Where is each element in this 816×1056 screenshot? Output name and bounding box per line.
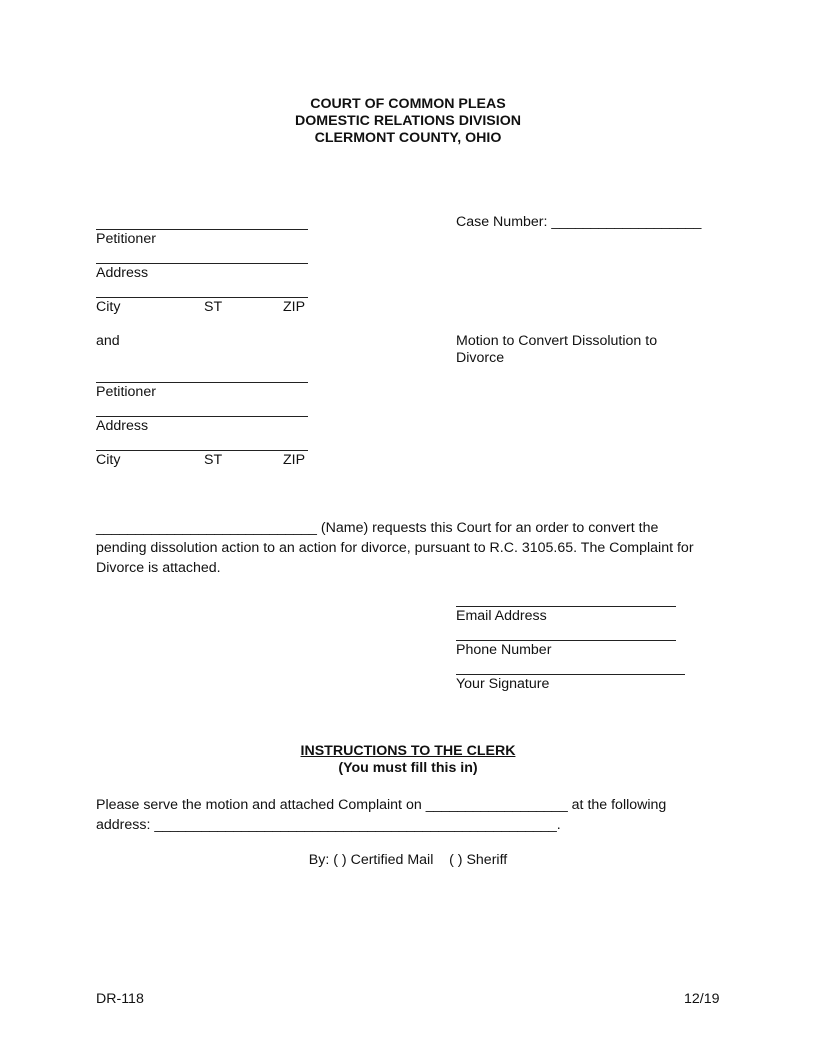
- serve-text-before: Please serve the motion and attached Complaint on: [96, 797, 422, 813]
- county-name: CLERMONT COUNTY, OHIO: [314, 130, 502, 146]
- city1-label: City: [96, 299, 121, 315]
- requester-name-field[interactable]: ____________________________: [96, 520, 317, 536]
- instructions-header: [0, 743, 816, 777]
- instructions-subtitle: (You must fill this in): [338, 760, 478, 776]
- service-paragraph: [96, 795, 726, 835]
- email-label: Email Address: [456, 608, 547, 624]
- instructions-title: INSTRUCTIONS TO THE CLERK: [300, 743, 516, 759]
- motion-title-line1: Motion to Convert Dissolution to: [456, 333, 658, 349]
- serve-party-field[interactable]: __________________: [425, 797, 568, 813]
- request-text-line1: (Name) requests this Court for an order to convert the: [320, 520, 659, 536]
- request-paragraph: [96, 518, 726, 578]
- st2-label: ST: [204, 452, 223, 468]
- phone-line[interactable]: [456, 640, 676, 641]
- motion-title: [456, 333, 657, 367]
- signature-label: Your Signature: [456, 676, 550, 692]
- service-method[interactable]: By: ( ) Certified Mail ( ) Sheriff: [308, 852, 508, 868]
- zip1-label: ZIP: [283, 299, 306, 315]
- court-name: COURT OF COMMON PLEAS: [310, 96, 506, 112]
- zip2-label: ZIP: [283, 452, 306, 468]
- court-header: [0, 96, 816, 147]
- motion-title-line2: Divorce: [456, 350, 505, 366]
- case-number-label: Case Number:: [456, 214, 548, 230]
- petitioner1-name-line[interactable]: [96, 229, 308, 230]
- address2-line[interactable]: [96, 416, 308, 417]
- address1-label: Address: [96, 265, 149, 281]
- serve-text-after: at the following: [571, 797, 667, 813]
- st1-label: ST: [204, 299, 223, 315]
- phone-label: Phone Number: [456, 642, 552, 658]
- and-label: and: [96, 333, 120, 349]
- address2-label: Address: [96, 418, 149, 434]
- petitioner2-label: Petitioner: [96, 384, 156, 400]
- petitioner2-name-line[interactable]: [96, 382, 308, 383]
- division-name: DOMESTIC RELATIONS DIVISION: [295, 113, 521, 129]
- petitioner1-label: Petitioner: [96, 231, 156, 247]
- request-text-line2: pending dissolution action to an action for divorce, pursuant to R.C. 3105.65. The Complaint for: [96, 540, 694, 556]
- city-st-zip2-line[interactable]: [96, 450, 308, 451]
- case-number-field[interactable]: ___________________: [551, 214, 702, 230]
- form-number: DR-118: [96, 991, 144, 1007]
- address1-line[interactable]: [96, 263, 308, 264]
- address-label: address:: [96, 817, 151, 833]
- case-number-row: [456, 214, 701, 230]
- serve-address-field[interactable]: ___________________________________________________.: [154, 817, 561, 833]
- request-text-line3: Divorce is attached.: [96, 560, 221, 576]
- revision-date: 12/19: [684, 991, 720, 1007]
- email-line[interactable]: [456, 606, 676, 607]
- city2-label: City: [96, 452, 121, 468]
- signature-line[interactable]: [456, 674, 685, 675]
- city-st-zip1-line[interactable]: [96, 297, 308, 298]
